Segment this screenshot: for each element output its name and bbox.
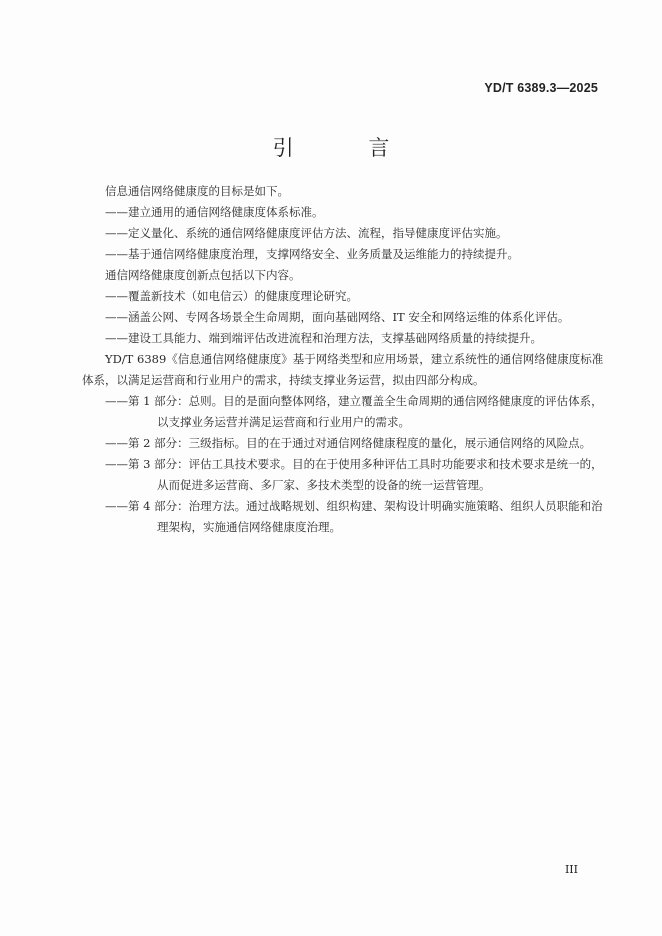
part-item-1 (82, 391, 603, 433)
part-item-continuation: 以支撑业务运营并满足运营商和行业用户的需求。 (157, 415, 410, 429)
page-number: III (564, 863, 578, 876)
part-item-continuation: 理架构，实施通信网络健康度治理。 (157, 520, 341, 534)
innovation-intro-paragraph: 通信网络健康度创新点包括以下内容。 (105, 268, 301, 282)
part-item-continuation: 从而促进多运营商、多厂家、多技术类型的设备的统一运营管理。 (157, 478, 491, 492)
part-item-2 (82, 433, 594, 454)
body-content (82, 181, 604, 538)
part-item-line: ——第 3 部分：评估工具技术要求。目的在于使用多种评估工具时功能要求和技术要求是统一的， (105, 457, 603, 471)
part-item-line: ——第 1 部分：总则。目的是面向整体网络，建立覆盖全生命周期的通信网络健康度的评估体系， (105, 394, 603, 408)
innovation-item: ——覆盖新技术（如电信云）的健康度理论研究。 (105, 289, 358, 303)
goal-item: ——基于通信网络健康度治理，支撑网络安全、业务质量及运维能力的持续提升。 (105, 247, 519, 261)
innovation-item: ——建设工具能力、端到端评估改进流程和治理方法，支撑基础网络质量的持续提升。 (105, 331, 542, 345)
standard-code-header: YD/T 6389.3—2025 (484, 81, 598, 95)
structure-paragraph-line2: 体系，以满足运营商和行业用户的需求，持续支撑业务运营，拟由四部分构成。 (82, 373, 485, 387)
goals-intro-paragraph: 信息通信网络健康度的目标是如下。 (105, 184, 289, 198)
part-item-line: ——第 2 部分：三级指标。目的在于通过对通信网络健康程度的量化，展示通信网络的风险点。 (105, 436, 592, 450)
innovation-item: ——涵盖公网、专网各场景全生命周期，面向基础网络、IT 安全和网络运维的体系化评估。 (105, 310, 570, 324)
part-item-3 (82, 454, 603, 496)
part-item-4 (82, 496, 603, 538)
section-title: 引 言 (272, 136, 424, 160)
part-item-line: ——第 4 部分：治理方法。通过战略规划、组织构建、架构设计明确实施策略、组织人员职能和治 (105, 499, 603, 513)
structure-paragraph-line1: YD/T 6389《信息通信网络健康度》基于网络类型和应用场景，建立系统性的通信网络健康度标准 (105, 352, 604, 366)
goal-item: ——建立通用的通信网络健康度体系标准。 (105, 205, 324, 219)
goal-item: ——定义量化、系统的通信网络健康度评估方法、流程，指导健康度评估实施。 (105, 226, 508, 240)
